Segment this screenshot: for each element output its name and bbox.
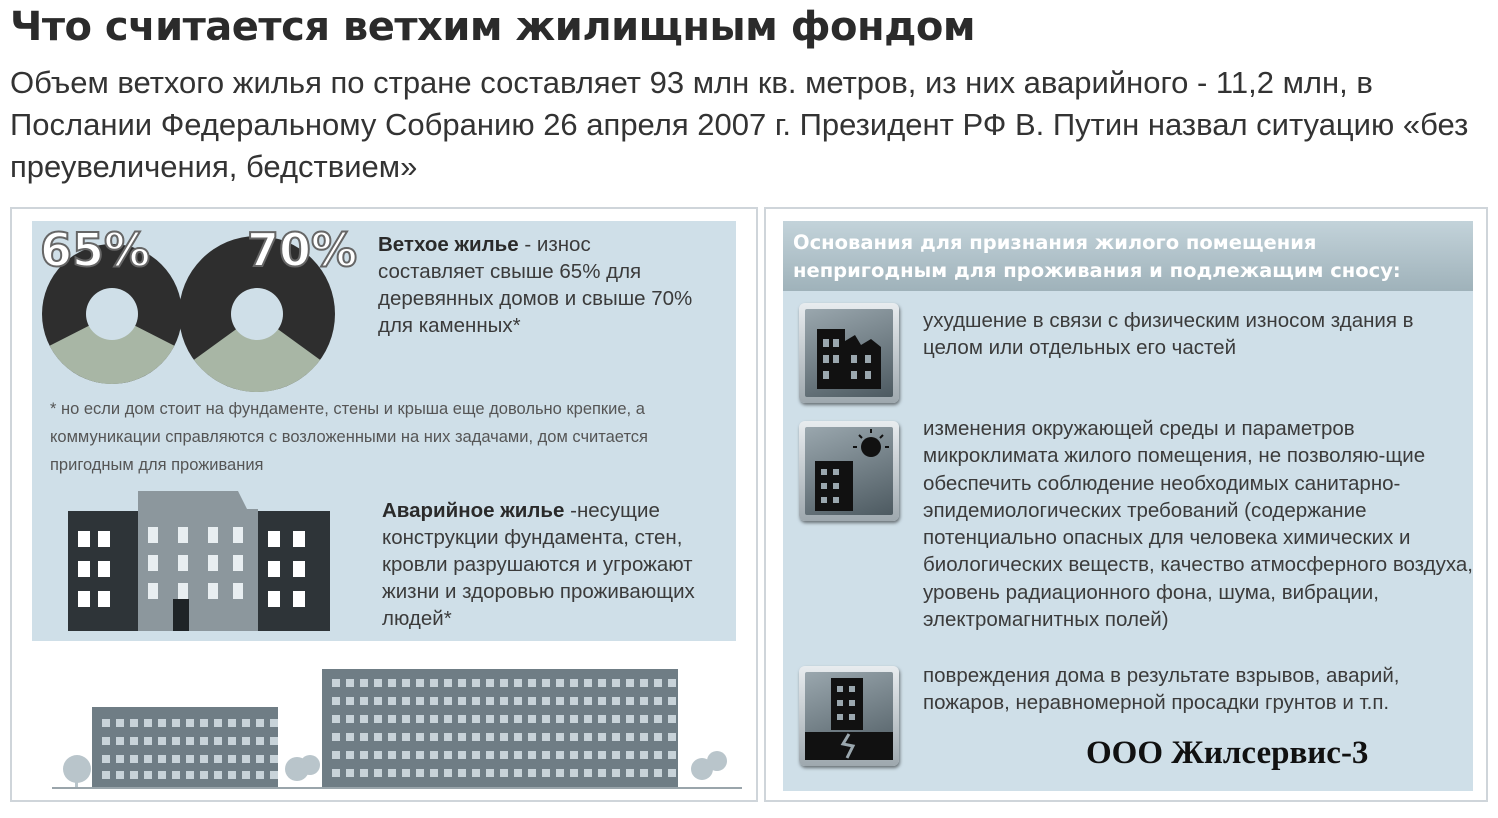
criterion-2-text: изменения окружающей среды и параметров микроклимата жилого помещения, не позволяю-щие обеспечить соблюдение необходимых санитарно-эпидемиологических требований (содержание потенциально опасных для человека химических и биологических веществ, качество атмосферного воздуха, уровень радиационного фона, шума, вибрации, электромагнитных полей) — [923, 417, 1473, 632]
donut-70-hole — [231, 288, 283, 340]
right-panel — [764, 207, 1488, 802]
emergency-building-icon — [68, 491, 330, 631]
dilapidated-term: Ветхое жилье — [378, 233, 519, 256]
dilapidated-definition — [378, 231, 698, 339]
donut-65-hole — [86, 288, 138, 340]
definitions-box — [32, 221, 736, 641]
company-brand: ООО Жилсервис-3 — [1086, 735, 1369, 771]
criteria-box — [783, 221, 1473, 791]
criterion-3-text: повреждения дома в результате взрывов, аварий, пожаров, неравномерной просадки грунтов и т.п. — [923, 664, 1400, 715]
emergency-term: Аварийное жилье — [382, 499, 565, 522]
building-sun-icon — [799, 421, 899, 521]
building-skyline-icon — [52, 649, 742, 799]
emergency-definition — [382, 497, 732, 632]
donut-70-label: 70% — [247, 223, 358, 277]
damaged-building-icon — [799, 303, 899, 403]
dilapidated-desc: - износ составляет свыше 65% для деревянных домов и свыше 70% для каменных* — [378, 233, 693, 337]
criterion-1-text: ухудшение в связи с физическим износом здания в целом или отдельных его частей — [923, 309, 1414, 360]
criteria-header: Основания для признания жилого помещения непригодным для проживания и подлежащим сносу: — [783, 221, 1473, 291]
building-crack-icon — [799, 666, 899, 766]
emergency-desc: -несущие конструкции фундамента, стен, кровли разрушаются и угрожают жизни и здоровью проживающих людей* — [382, 499, 695, 630]
left-panel — [10, 207, 758, 802]
page-title: Что считается ветхим жилищным фондом — [10, 4, 976, 50]
donut-65-label: 65% — [40, 223, 151, 277]
page-subtitle: Объем ветхого жилья по стране составляет 93 млн кв. метров, из них аварийного - 11,2 млн, в Послании Федеральному Собранию 26 апреля 2007 г. Президент РФ В. Путин назвал ситуацию «без преувеличения, бедствием» — [10, 65, 1469, 184]
footnote: * но если дом стоит на фундаменте, стены и крыша еще довольно крепкие, а коммуникации справляются с возложенными на них задачами, дом считается пригодным для проживания — [50, 400, 648, 474]
